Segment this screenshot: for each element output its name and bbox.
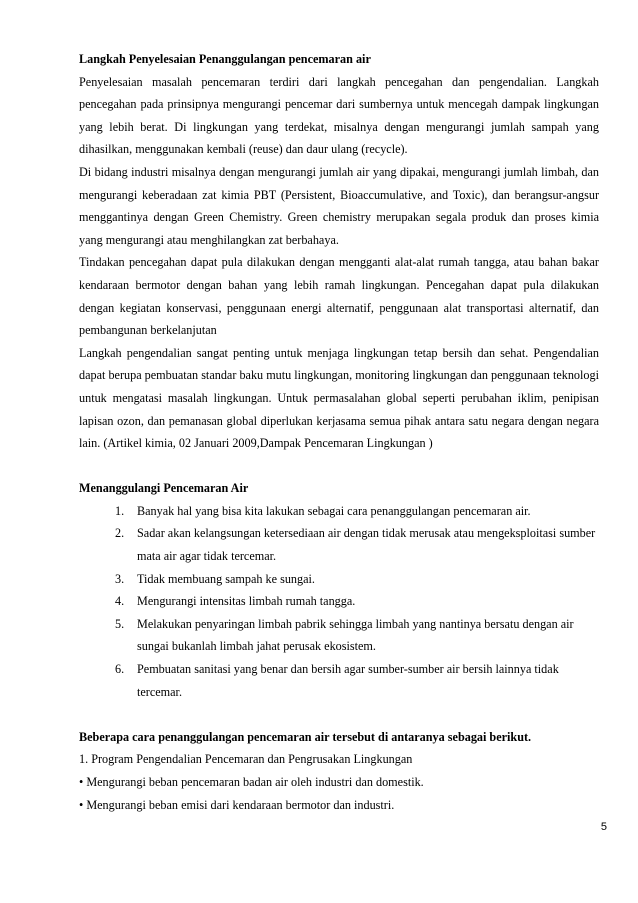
section-heading-menanggulangi: Menanggulangi Pencemaran Air [79,481,249,496]
page-number: 5 [600,821,607,833]
paragraph: Tindakan pencegahan dapat pula dilakukan dengan mengganti alat-alat rumah tangga, atau bahan bakar kendaraan bermotor dengan bahan yang lebih ramah lingkungan. Pencegahan dapat pula dilakukan dengan kegiatan konservasi, penggunaan energi alternatif, penggunaan alat transportasi alternatif, dan pembangunan berkelanjutan [79,255,599,338]
paragraph: Di bidang industri misalnya dengan mengurangi jumlah air yang dipakai, mengurangi jumlah limbah, dan mengurangi keberadaan zat kimia PBT (Persistent, Bioaccumulative, and Toxic), dan berangsur-angsur menggantinya dengan Green Chemistry. Green chemistry merupakan segala produk dan proses kimia yang mengurangi atau menghilangkan zat berbahaya. [79,164,599,247]
list-item-text: Tidak membuang sampah ke sungai. [137,571,315,586]
list-item-text: Melakukan penyaringan limbah pabrik sehingga limbah yang nantinya bersatu dengan air sungai bukanlah limbah jahat perusak ekosistem. [137,616,574,654]
list-item [79,522,599,567]
document-body [79,48,599,816]
list-number: 6. [115,662,125,677]
list-item-text: Mengurangi intensitas limbah rumah tangga. [137,594,356,609]
list-item [79,658,599,703]
bullet-line: • Mengurangi beban pencemaran badan air oleh industri dan domestik. [79,775,424,789]
list-item-text: Pembuatan sanitasi yang benar dan bersih agar sumber-sumber air bersih lainnya tidak tercemar. [137,662,559,699]
paragraph: Langkah pengendalian sangat penting untuk menjaga lingkungan tetap bersih dan sehat. Pengendalian dapat berupa pembuatan standar baku mutu lingkungan, monitoring lingkungan dan penggunaan teknologi untuk mengatasi masalah lingkungan. Untuk permasalahan global seperti perubahan iklim, penipisan lapisan ozon, dan pemanasan global diperlukan kerjasama semua pihak antara satu negara dengan negara lain. (Artikel kimia, 02 Januari 2009,Dampak Pencemaran Lingkungan ) [79,345,599,451]
list-item [79,613,599,658]
numbered-list [79,500,599,703]
list-number: 2. [115,526,125,541]
bullet-line: • Mengurangi beban emisi dari kendaraan bermotor dan industri. [79,797,395,812]
list-number: 5. [115,616,125,631]
list-number: 4. [115,594,125,609]
blank-line [79,703,599,726]
list-item [79,500,599,523]
list-item [79,590,599,613]
list-item-text: Banyak hal yang bisa kita lakukan sebagai cara penanggulangan pencemaran air. [137,503,531,518]
list-number: 3. [115,571,125,586]
section-heading-langkah-penyelesaian: Langkah Penyelesaian Penanggulangan pencemaran air [79,52,371,66]
blank-line [79,455,599,478]
paragraph: Penyelesaian masalah pencemaran terdiri dari langkah pencegahan dan pengendalian. Langkah pencegahan pada prinsipnya mengurangi pencemar dari sumbernya untuk mencegah dampak lingkungan yang lebih berat. Di lingkungan yang terdekat, misalnya dengan mengurangi jumlah sampah yang dihasilkan, menggunakan kembali (reuse) dan daur ulang (recycle). [79,74,599,157]
list-item [79,568,599,591]
section-heading-beberapa-cara: Beberapa cara penanggulangan pencemaran air tersebut di antaranya sebagai berikut. [79,729,532,744]
list-number: 1. [115,503,125,518]
program-line: 1. Program Pengendalian Pencemaran dan Pengrusakan Lingkungan [79,752,413,767]
list-item-text: Sadar akan kelangsungan ketersediaan air dengan tidak merusak atau mengeksploitasi sumber mata air agar tidak tercemar. [137,526,596,564]
